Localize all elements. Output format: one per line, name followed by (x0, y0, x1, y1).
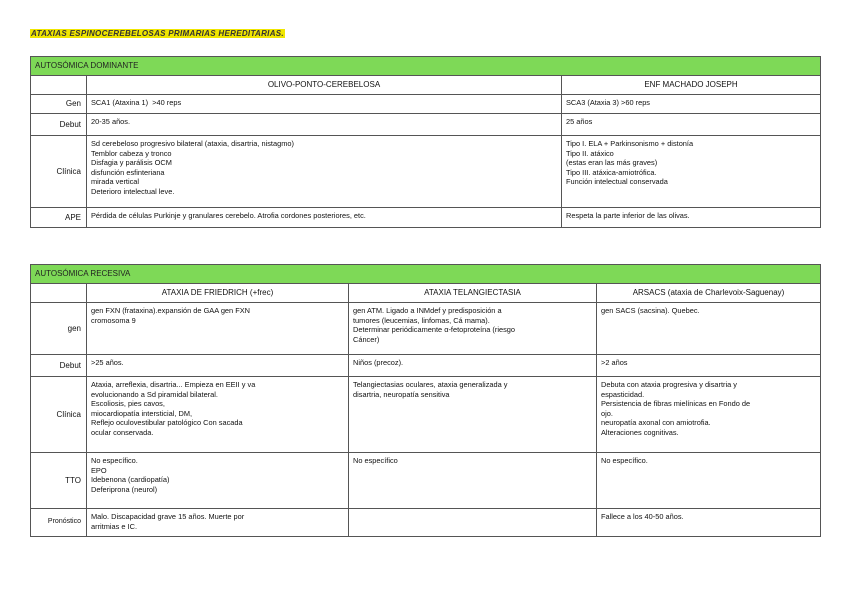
column-header-olivo-ponto-cerebelosa: OLIVO-PONTO-CEREBELOSA (87, 76, 562, 95)
cell-text-line: Idebenona (cardiopatía) (91, 475, 170, 485)
row-label-gen: Gen (31, 95, 87, 114)
cell-text-line: Respeta la parte inferior de las olivas. (566, 211, 690, 221)
cell-text-line: Determinar periódicamente α-fetoproteína (riesgo (353, 325, 516, 335)
cell-text-line: Ataxia, arreflexia, disartria... Empieza en EEII y va (91, 380, 256, 390)
row-label-tto: TTO (31, 453, 87, 509)
table-cell (597, 355, 821, 377)
column-header-arsacs-ataxia-de-charlevoix-saguenay: ARSACS (ataxia de Charlevoix-Saguenay) (597, 284, 821, 303)
cell-text-line: Fallece a los 40-50 años. (601, 512, 684, 522)
table-cell (87, 136, 562, 208)
cell-text-line: Alteraciones cognitivas. (601, 427, 679, 437)
cell-text-line: Tipo I. ELA + Parkinsonismo + distonía (566, 139, 694, 149)
cell-text-line: gen ATM. Ligado a INMdef y predisposición a (353, 306, 502, 316)
row-label-debut: Debut (31, 355, 87, 377)
row-label-gen: gen (31, 303, 87, 355)
recessive-table (30, 264, 821, 537)
corner-cell (31, 284, 87, 303)
cell-text-line: Niños (precoz). (353, 358, 404, 368)
recessive-section-header: AUTOSÓMICA RECESIVA (31, 265, 821, 284)
cell-text-line: EPO (91, 465, 107, 475)
table-row (31, 303, 821, 355)
cell-text-line: Cáncer) (353, 334, 380, 344)
column-header-ataxia-de-friedrich-frec: ATAXIA DE FRIEDRICH (+frec) (87, 284, 349, 303)
table-cell (597, 303, 821, 355)
table-cell (87, 303, 349, 355)
table-row (31, 208, 821, 228)
table-row (31, 114, 821, 136)
dominant-table (30, 56, 821, 228)
cell-text-line: cromosoma 9 (91, 315, 136, 325)
row-label-clinica: Clínica (31, 136, 87, 208)
table-row (31, 95, 821, 114)
table-cell (562, 114, 821, 136)
corner-cell (31, 76, 87, 95)
cell-text-line: arritmias e IC. (91, 521, 137, 531)
table-row (31, 453, 821, 509)
table-cell (87, 208, 562, 228)
cell-text-line: Malo. Discapacidad grave 15 años. Muerte por (91, 512, 245, 522)
table-cell (87, 114, 562, 136)
cell-text-line: Telangiectasias oculares, ataxia generalizada y (353, 380, 508, 390)
cell-text-line: Función intelectual conservada (566, 177, 668, 187)
table-cell (349, 355, 597, 377)
cell-text-line: Deferiprona (neurol) (91, 484, 158, 494)
table-cell (562, 95, 821, 114)
cell-text-line: SCA3 (Ataxia 3) >60 reps (566, 98, 651, 108)
row-label-pronostico: Pronóstico (31, 509, 87, 537)
table-cell (87, 453, 349, 509)
cell-text-line: No específico (353, 456, 398, 466)
table-cell (87, 355, 349, 377)
cell-text-line: (estas eran las más graves) (566, 158, 658, 168)
cell-text-line: Reflejo oculovestibular patológico Con sacada (91, 418, 243, 428)
cell-text-line: disfunción esfinteriana (91, 167, 165, 177)
cell-text-line: espasticidad. (601, 389, 645, 399)
row-label-debut: Debut (31, 114, 87, 136)
cell-text-line: No específico. (601, 456, 648, 466)
cell-text-line: >25 años. (91, 358, 124, 368)
row-label-ape: APE (31, 208, 87, 228)
table-row (31, 377, 821, 453)
cell-text-line: Disfagia y parálisis OCM (91, 158, 172, 168)
cell-text-line: SCA1 (Ataxina 1) >40 reps (91, 98, 182, 108)
table-row (31, 136, 821, 208)
column-header-ataxia-telangiectasia: ATAXIA TELANGIECTASIA (349, 284, 597, 303)
cell-text-line: tumores (leucemias, linfomas, Cá mama). (353, 315, 490, 325)
table-cell (87, 509, 349, 537)
cell-text-line: Temblor cabeza y tronco (91, 148, 172, 158)
cell-text-line: 25 años (566, 117, 593, 127)
cell-text-line: mirada vertical (91, 177, 140, 187)
table-cell (349, 377, 597, 453)
cell-text-line: Escoliosis, pies cavos, (91, 399, 165, 409)
cell-text-line: evolucionando a Sd piramidal bilateral. (91, 389, 218, 399)
dominant-section-header: AUTOSÓMICA DOMINANTE (31, 57, 821, 76)
column-header-enf-machado-joseph: ENF MACHADO JOSEPH (562, 76, 821, 95)
cell-text-line: neuropatía axonal con amiotrofia. (601, 418, 711, 428)
cell-text-line: 20-35 años. (91, 117, 131, 127)
row-label-clinica: Clínica (31, 377, 87, 453)
cell-text-line: miocardiopatía intersticial, DM, (91, 408, 193, 418)
cell-text-line: Tipo III. atáxica-amiotrófica. (566, 167, 657, 177)
table-cell (349, 509, 597, 537)
table-cell (87, 377, 349, 453)
table-cell (597, 377, 821, 453)
table-cell (87, 95, 562, 114)
cell-text-line: >2 años (601, 358, 628, 368)
cell-text-line: Tipo II. atáxico (566, 148, 614, 158)
cell-text-line: Debuta con ataxia progresiva y disartria y (601, 380, 737, 390)
cell-text-line: gen FXN (frataxina).expansión de GAA gen FXN (91, 306, 250, 316)
table-cell (597, 453, 821, 509)
table-cell (349, 303, 597, 355)
cell-text-line: Pérdida de células Purkinje y granulares cerebelo. Atrofia cordones posteriores, etc. (91, 211, 366, 221)
table-row (31, 355, 821, 377)
cell-text-line: ojo. (601, 408, 613, 418)
cell-text-line: No específico. (91, 456, 138, 466)
cell-text-line: ocular conservada. (91, 427, 154, 437)
table-cell (349, 453, 597, 509)
table-cell (597, 509, 821, 537)
cell-text-line: disartria, neuropatía sensitiva (353, 389, 450, 399)
table-cell (562, 136, 821, 208)
cell-text-line: Persistencia de fibras mielínicas en Fondo de (601, 399, 751, 409)
cell-text-line: Deterioro intelectual leve. (91, 186, 175, 196)
table-cell (562, 208, 821, 228)
table-row (31, 509, 821, 537)
cell-text-line: gen SACS (sacsina). Quebec. (601, 306, 700, 316)
cell-text-line: Sd cerebeloso progresivo bilateral (ataxia, disartria, nistagmo) (91, 139, 294, 149)
page-title: ATAXIAS ESPINOCEREBELOSAS PRIMARIAS HEREDITARIAS. (31, 29, 284, 38)
